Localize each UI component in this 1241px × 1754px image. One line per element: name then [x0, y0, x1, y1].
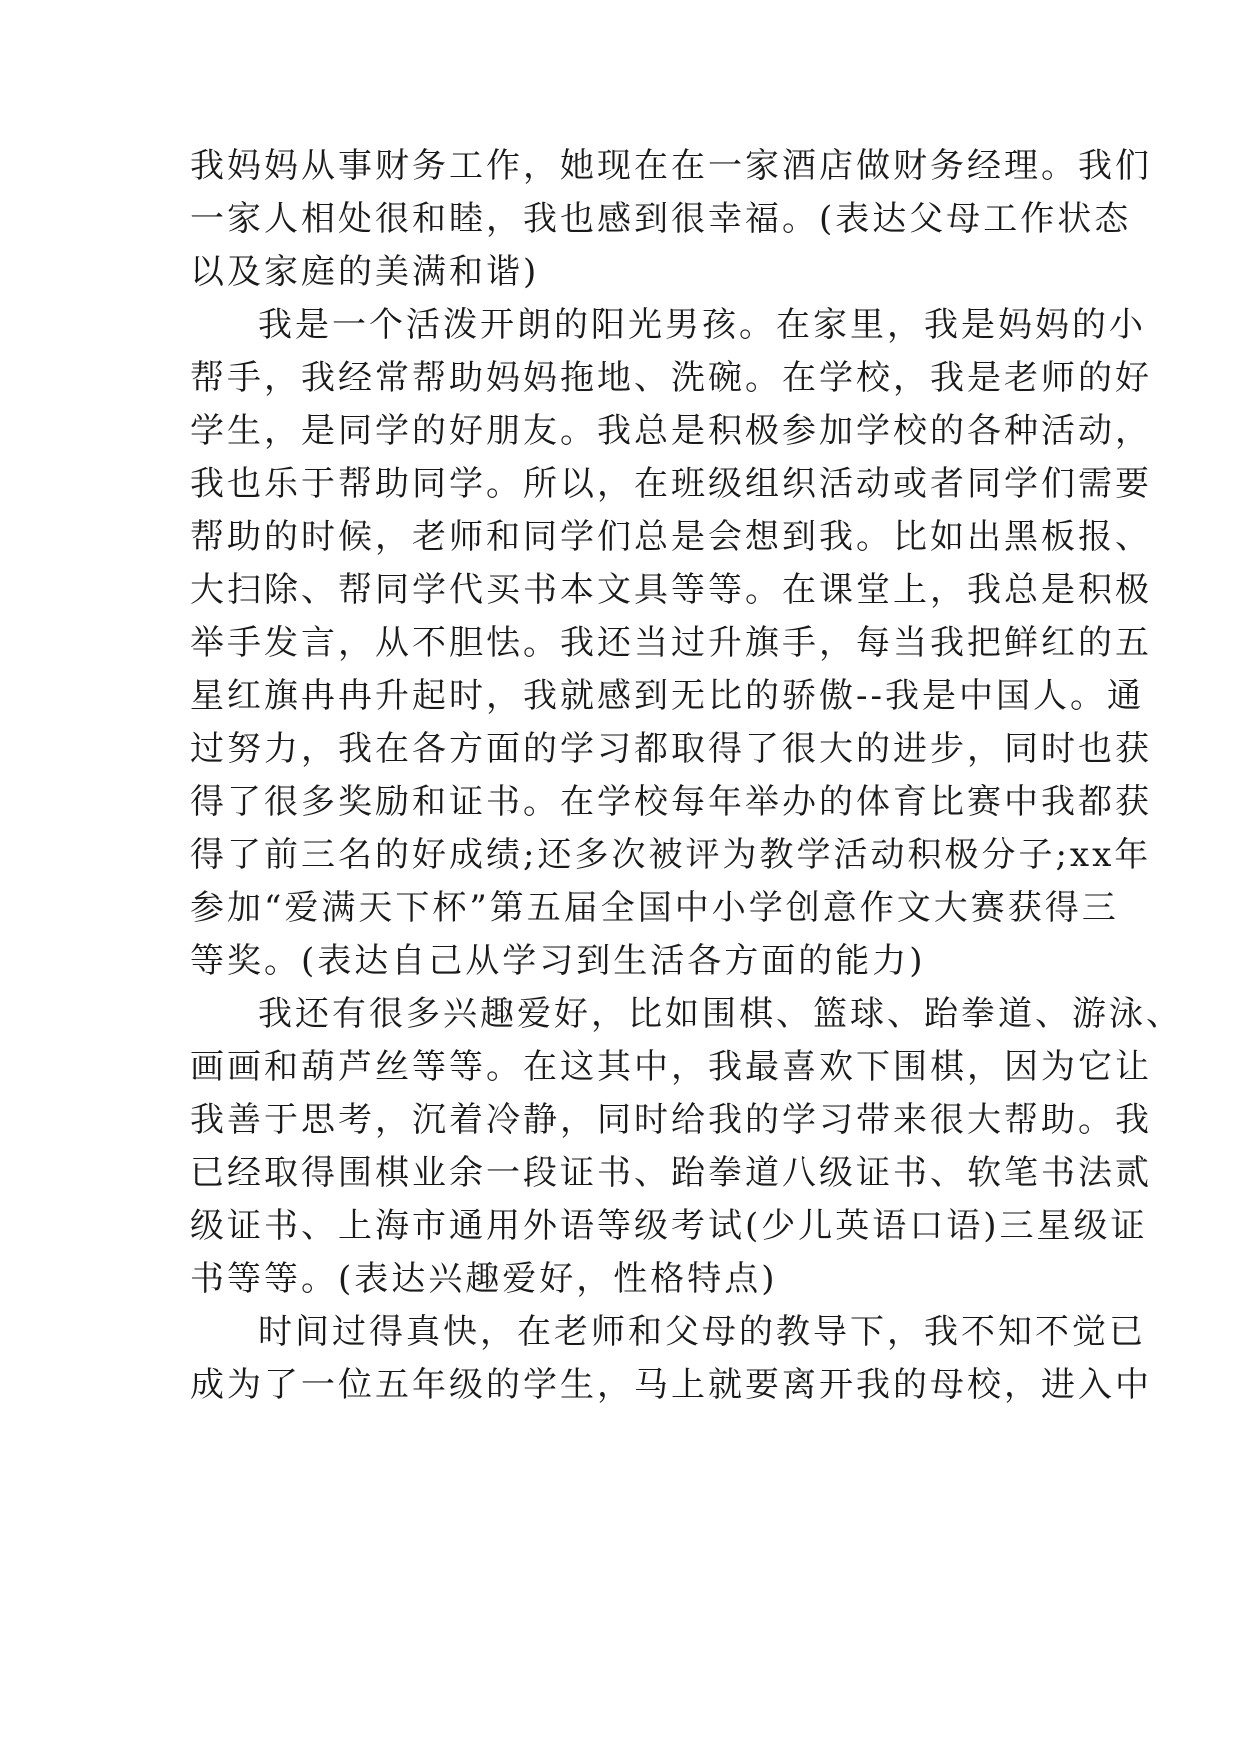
- paragraph-1-line-3: 以及家庭的美满和谐): [190, 252, 540, 292]
- paragraph-2-line-3: 学生，是同学的好朋友。我总是积极参加学校的各种活动，: [190, 411, 1152, 451]
- paragraph-2-line-1: 我是一个活泼开朗的阳光男孩。在家里，我是妈妈的小: [258, 305, 1146, 345]
- paragraph-3-line-6: 书等等。(表达兴趣爱好，性格特点): [190, 1259, 778, 1299]
- paragraph-2-line-5: 帮助的时候，老师和同学们总是会想到我。比如出黑板报、: [190, 517, 1152, 557]
- paragraph-2-line-13: 等奖。(表达自己从学习到生活各方面的能力): [190, 941, 926, 981]
- paragraph-2-line-9: 过努力，我在各方面的学习都取得了很大的进步，同时也获: [190, 729, 1152, 769]
- paragraph-3-line-1: 我还有很多兴趣爱好，比如围棋、篮球、跆拳道、游泳、: [258, 994, 1183, 1034]
- paragraph-3-line-5: 级证书、上海市通用外语等级考试(少儿英语口语)三星级证: [190, 1206, 1148, 1246]
- paragraph-4-line-1: 时间过得真快，在老师和父母的教导下，我不知不觉已: [258, 1312, 1146, 1352]
- paragraph-2-line-8: 星红旗冉冉升起时，我就感到无比的骄傲--我是中国人。通: [190, 676, 1144, 716]
- paragraph-2-line-11: 得了前三名的好成绩;还多次被评为教学活动积极分子;xx年: [190, 835, 1152, 875]
- paragraph-3-line-3: 我善于思考，沉着冷静，同时给我的学习带来很大帮助。我: [190, 1100, 1152, 1140]
- paragraph-3-line-4: 已经取得围棋业余一段证书、跆拳道八级证书、软笔书法贰: [190, 1153, 1152, 1193]
- paragraph-2-line-2: 帮手，我经常帮助妈妈拖地、洗碗。在学校，我是老师的好: [190, 358, 1152, 398]
- paragraph-2-line-7: 举手发言，从不胆怯。我还当过升旗手，每当我把鲜红的五: [190, 623, 1152, 663]
- paragraph-1-line-2: 一家人相处很和睦，我也感到很幸福。(表达父母工作状态: [190, 199, 1132, 239]
- paragraph-2-line-10: 得了很多奖励和证书。在学校每年举办的体育比赛中我都获: [190, 782, 1152, 822]
- paragraph-4-line-2: 成为了一位五年级的学生，马上就要离开我的母校，进入中: [190, 1365, 1152, 1405]
- paragraph-1-line-1: 我妈妈从事财务工作，她现在在一家酒店做财务经理。我们: [190, 146, 1152, 186]
- paragraph-2-line-4: 我也乐于帮助同学。所以，在班级组织活动或者同学们需要: [190, 464, 1152, 504]
- paragraph-2-line-12: 参加“爱满天下杯”第五届全国中小学创意作文大赛获得三: [190, 888, 1119, 928]
- paragraph-2-line-6: 大扫除、帮同学代买书本文具等等。在课堂上，我总是积极: [190, 570, 1152, 610]
- paragraph-3-line-2: 画画和葫芦丝等等。在这其中，我最喜欢下围棋，因为它让: [190, 1047, 1152, 1087]
